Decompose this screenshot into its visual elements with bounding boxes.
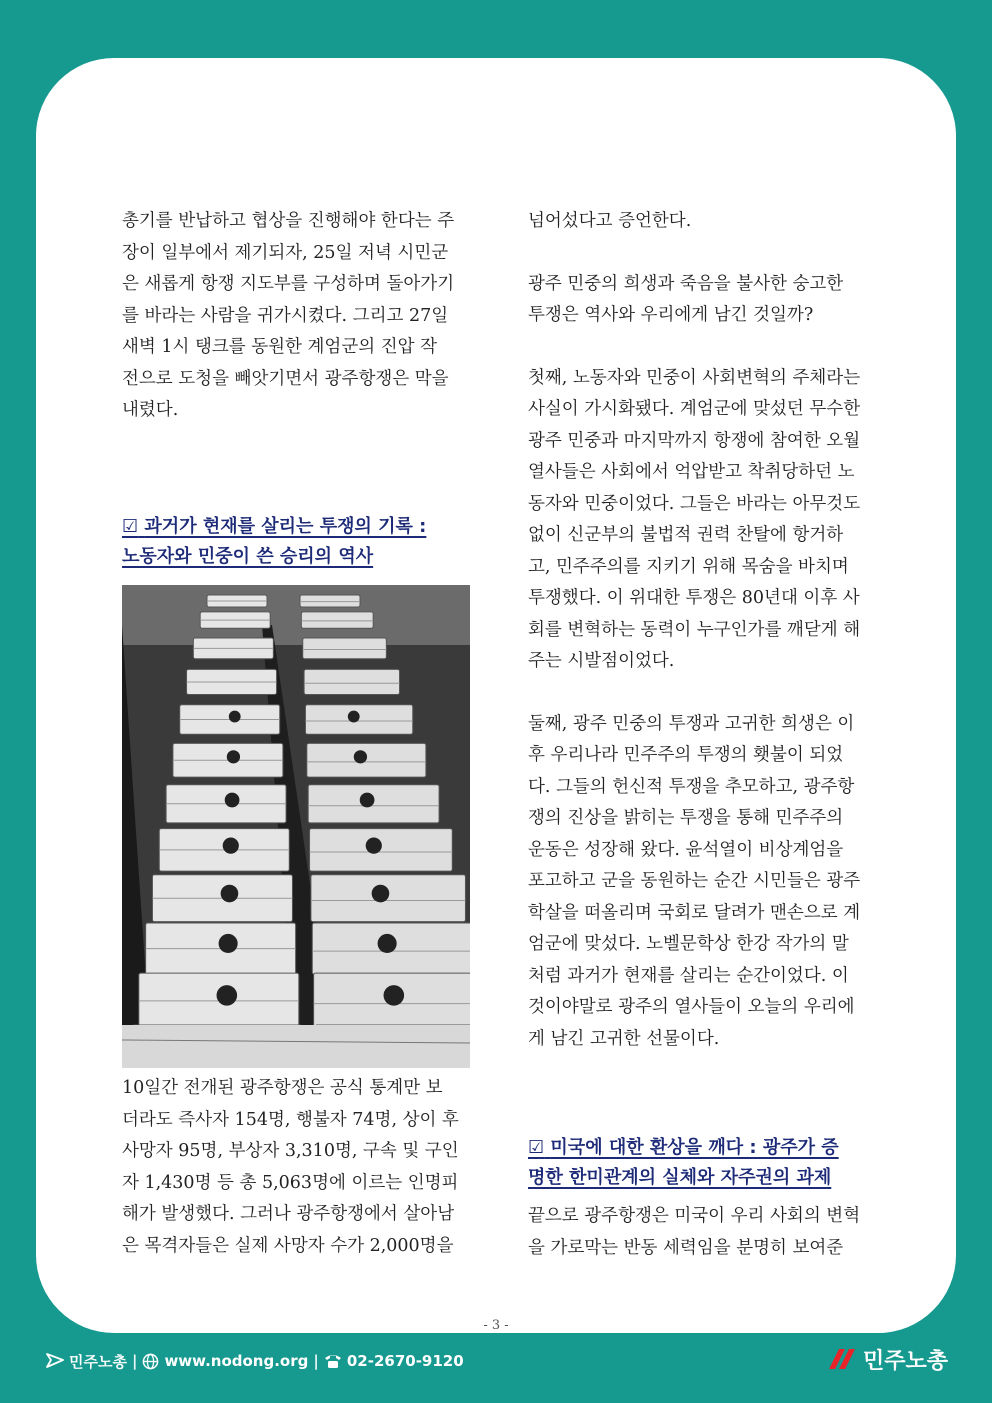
kctu-logo [827, 1344, 948, 1374]
flag-emblem [221, 885, 239, 903]
flag-emblem [348, 711, 360, 723]
section-heading-2 [528, 1133, 876, 1193]
footer-separator: | [313, 1352, 319, 1370]
flag-emblem [372, 885, 390, 903]
coffin [307, 743, 426, 777]
flag-emblem [360, 793, 375, 808]
coffin [300, 595, 360, 607]
logo-mark-icon [827, 1347, 857, 1371]
flag-emblem [378, 934, 397, 953]
right-paragraph-1: 넘어섰다고 증언한다. [528, 211, 692, 231]
flag-emblem [384, 985, 405, 1006]
section-heading-1-text: 과거가 현재를 살리는 투쟁의 기록 : 노동자와 민중이 쓴 승리의 역사 [122, 515, 427, 567]
coffin [308, 785, 439, 823]
flag-emblem [225, 793, 240, 808]
coffin [310, 829, 453, 872]
flag-emblem [229, 711, 241, 723]
checkbox-icon: ☑ [528, 1137, 545, 1158]
page-number: - 3 - [483, 1318, 509, 1333]
right-paragraph-2: 광주 민중의 희생과 죽음을 불사한 숭고한 투쟁은 역사와 우리에게 남긴 것일까? [528, 273, 844, 325]
logo-text: 민주노총 [862, 1348, 948, 1374]
flag-emblem [227, 750, 240, 763]
coffin [311, 875, 466, 922]
right-paragraph-5: 끝으로 광주항쟁은 미국이 우리 사회의 변혁 을 가로막는 반동 세력임을 분명히 보여준 [528, 1206, 861, 1258]
left-paragraph-1: 총기를 반납하고 협상을 진행해야 한다는 주 장이 일부에서 제기되자, 25일 저녁 시민군 은 새롭게 항쟁 지도부를 구성하며 돌아가기 를 바라는 사람을 귀가시켰다. 그리고 27일 새벽 1시 탱크를 동원한 계엄군의 진압 작 전으로 도청을 빼앗기면서 광주항쟁은 막을 내렸다. [122, 211, 455, 420]
coffin [304, 669, 399, 694]
globe-icon [142, 1353, 159, 1370]
footer-website-link[interactable]: www.nodong.org [164, 1352, 309, 1370]
flag-emblem [219, 934, 238, 953]
footer-org: 민주노총 [69, 1352, 127, 1371]
left-column [122, 206, 470, 572]
coffin [301, 612, 373, 628]
photo-front-coffin [122, 1025, 470, 1068]
left-paragraph-2: 10일간 전개된 광주항쟁은 공식 통계만 보 더라도 즉사자 154명, 행불자 74명, 상이 후 사망자 95명, 부상자 3,310명, 구속 및 구인 자 1,430명 등 총 5,063명에 이르는 인명피 해가 발생했다. 그러나 광주항쟁에서 살아남 은 목격자들은 실제 사망자 수가 2,000명을 [122, 1078, 459, 1256]
checkbox-icon: ☑ [122, 515, 139, 537]
right-paragraph-3: 첫째, 노동자와 민중이 사회변혁의 주체라는 사실이 가시화됐다. 계엄군에 맞섰던 무수한 광주 민중과 마지막까지 항쟁에 참여한 오월 열사들은 사회에서 억압받고 착취당하던 노 동자와 민중이었다. 그들은 바라는 아무것도 없이 신군부의 불법적 권력 찬탈에 항거하 고, 민주주의를 지키기 위해 목숨을 바치며 투쟁했다. 이 위대한 투쟁은 80년대 이후 사 회를 변혁하는 동력이 누구인가를 깨닫게 해 주는 시발점이었다. [528, 367, 861, 671]
flag-emblem [354, 750, 367, 763]
section-heading-2-text: 미국에 대한 환상을 깨다 : 광주가 증 명한 한미관계의 실체와 자주권의 과제 [528, 1137, 839, 1188]
flag-emblem [366, 838, 382, 854]
photo-back-wall [122, 585, 470, 645]
footer-contact [46, 1349, 464, 1373]
flag-emblem [223, 838, 239, 854]
coffin [305, 705, 412, 734]
coffins-photo [122, 585, 470, 1068]
coffin [303, 638, 387, 659]
footer-separator: | [131, 1352, 138, 1370]
phone-icon [324, 1353, 342, 1369]
send-icon [46, 1352, 64, 1370]
section-heading-1 [122, 512, 470, 572]
right-paragraph-4: 둘째, 광주 민중의 투쟁과 고귀한 희생은 이 후 우리나라 민주주의 투쟁의 횃불이 되었 다. 그들의 헌신적 투쟁을 추모하고, 광주항 쟁의 진상을 밝히는 투쟁을 통해 민주주의 운동은 성장해 왔다. 윤석열이 비상계엄을 포고하고 군을 동원하는 순간 시민들은 광주 학살을 떠올리며 국회로 달려가 맨손으로 계 엄군에 맞섰다. 노벨문학상 한강 작가의 말 처럼 과거가 현재를 살리는 순간이었다. 이 것이야말로 광주의 열사들이 오늘의 우리에 게 남긴 고귀한 선물이다. [528, 713, 861, 1049]
footer-phone: 02-2670-9120 [346, 1352, 464, 1370]
flag-emblem [217, 985, 238, 1006]
right-column [528, 206, 876, 1264]
left-column-lower [122, 1073, 470, 1262]
